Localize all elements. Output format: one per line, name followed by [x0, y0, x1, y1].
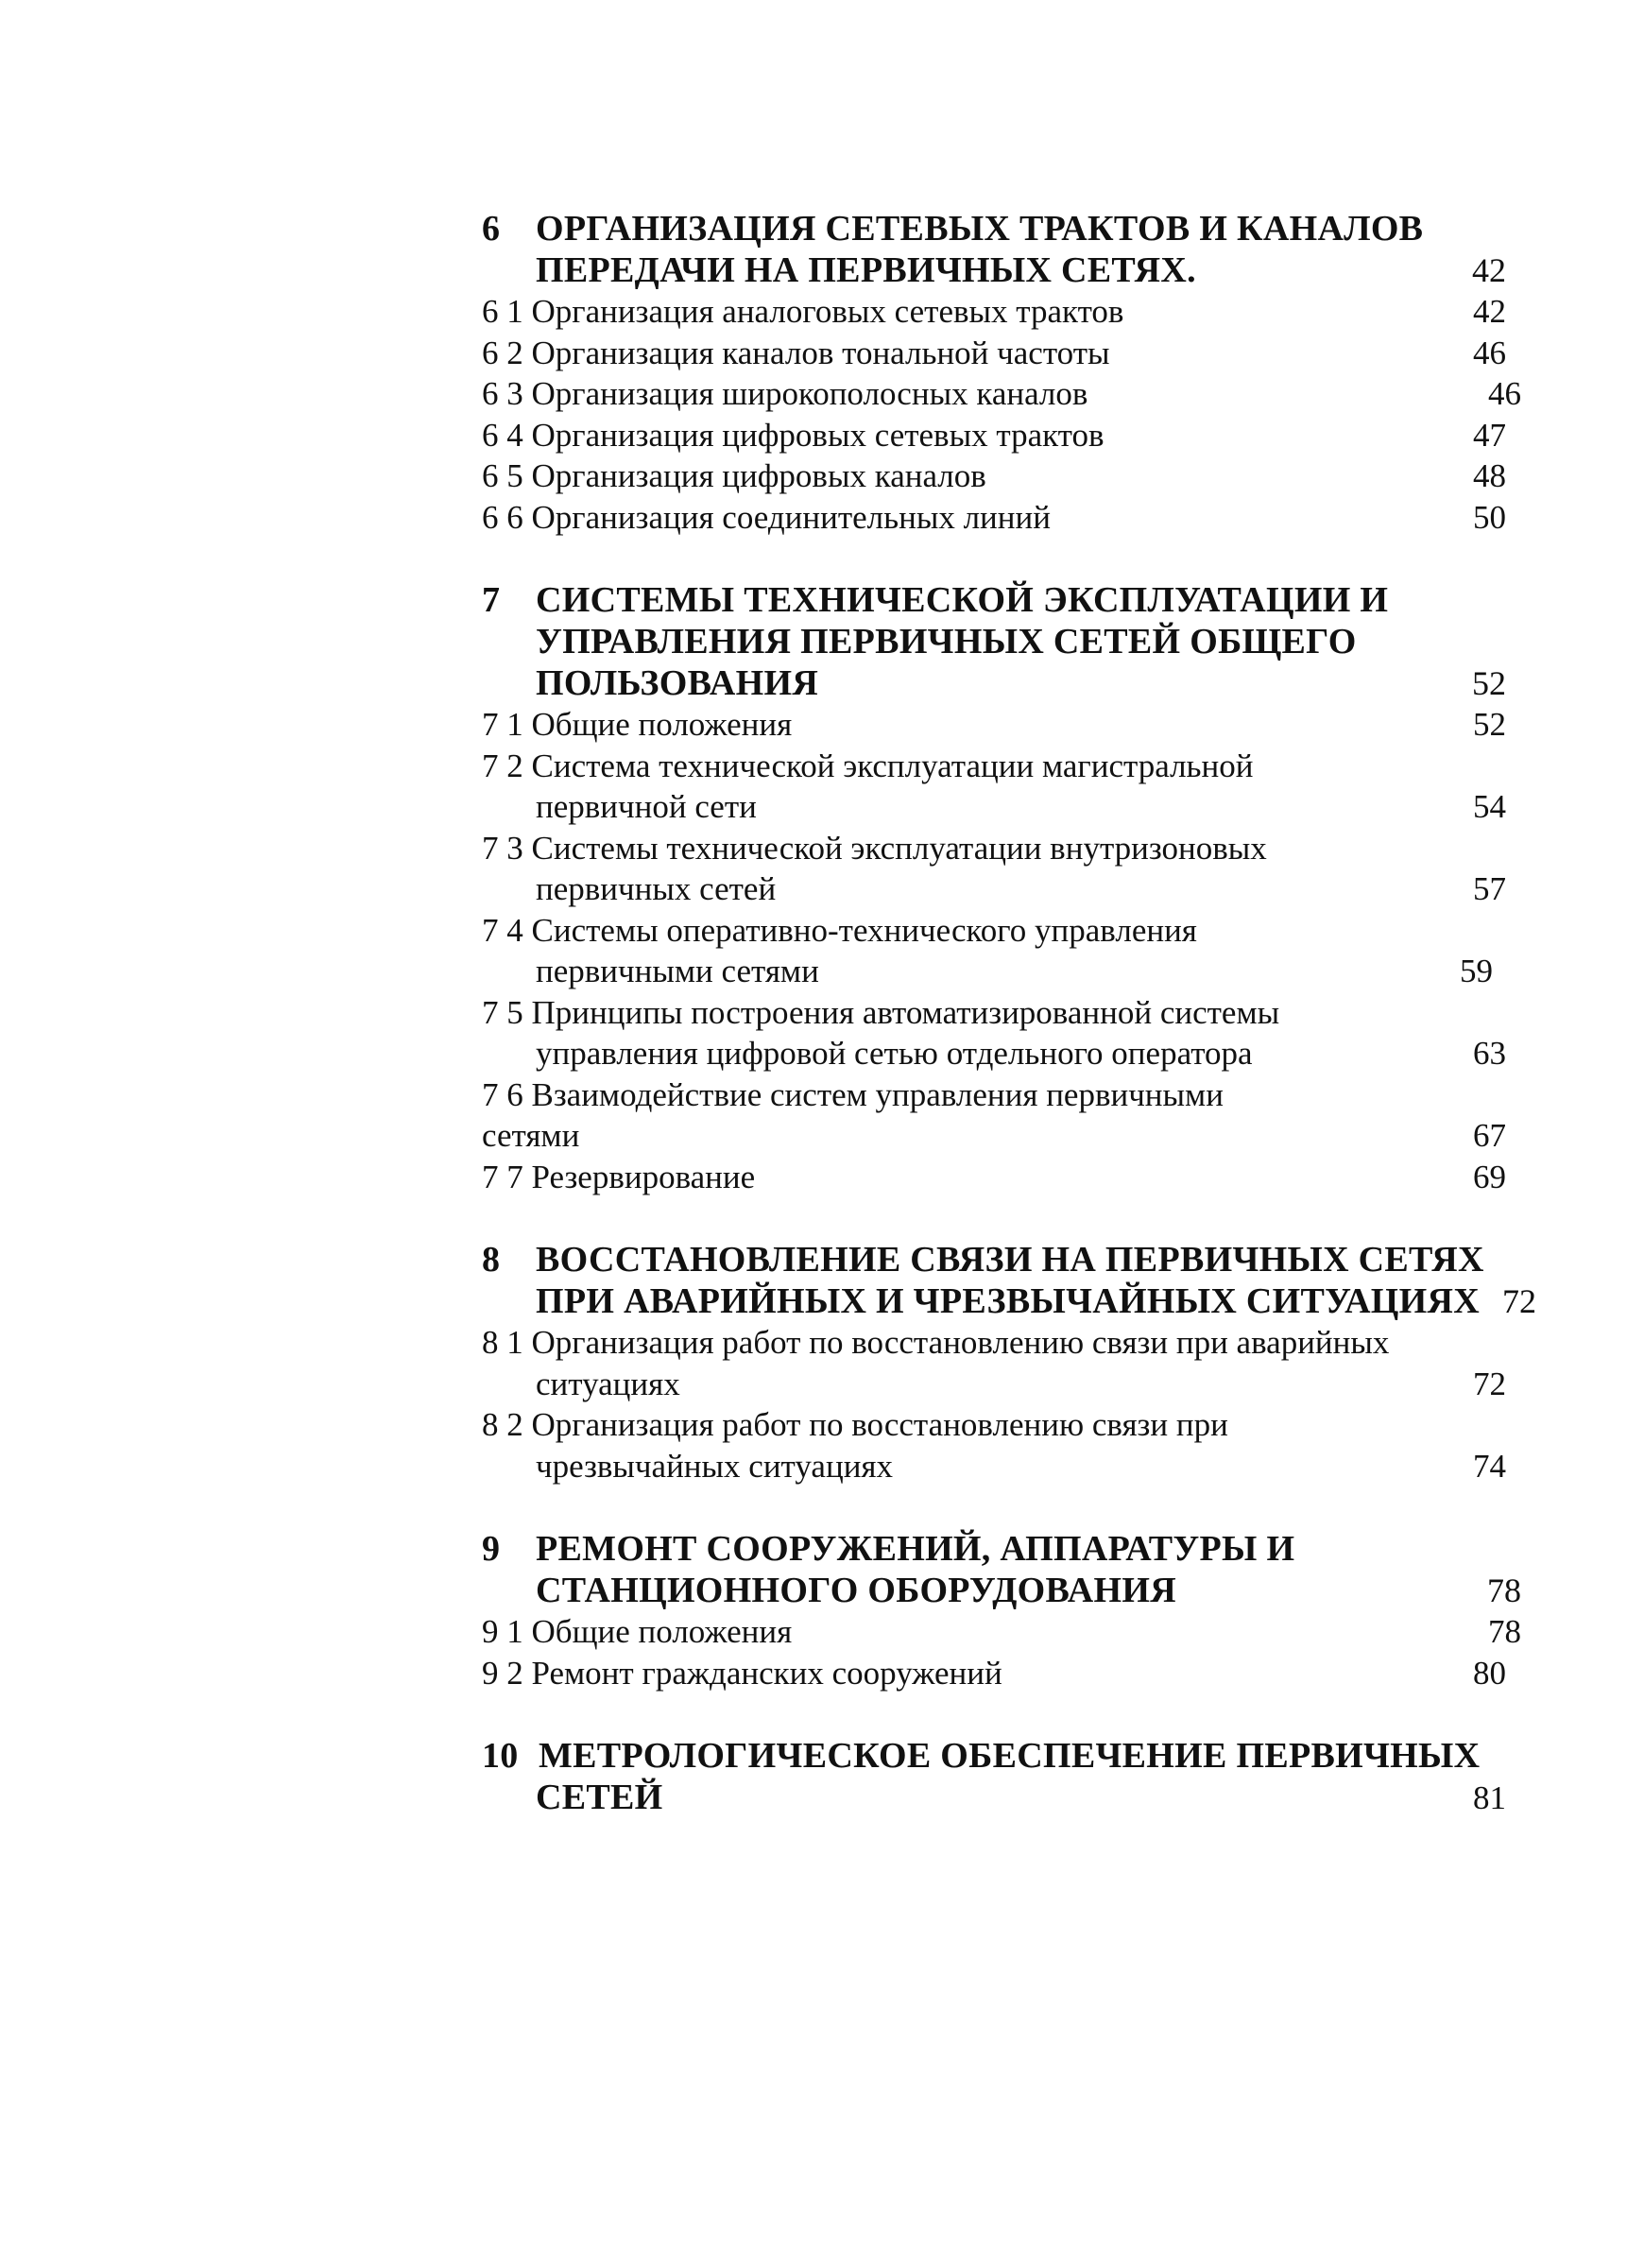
- section-title-line: ПРИ АВАРИЙНЫХ И ЧРЕЗВЫЧАЙНЫХ СИТУАЦИЯХ: [536, 1281, 1481, 1321]
- section-number: 6: [482, 209, 501, 249]
- section-title-line: РЕМОНТ СООРУЖЕНИЙ, АППАРАТУРЫ И: [536, 1529, 1295, 1569]
- toc-entry: [482, 828, 1267, 869]
- entry-code: 7 1: [482, 706, 523, 743]
- entry-code: 7 3: [482, 829, 523, 867]
- entry-text: Организация широкополосных каналов: [531, 375, 1088, 412]
- section-heading: [482, 579, 1388, 621]
- page-number: 63: [1473, 1035, 1506, 1072]
- page-number: 57: [1473, 870, 1506, 907]
- section-number: 9: [482, 1529, 501, 1569]
- toc-entry: [482, 1157, 755, 1198]
- page-number: 59: [1460, 953, 1493, 989]
- toc-entry: [482, 291, 1123, 333]
- entry-text: Организация цифровых сетевых трактов: [531, 416, 1105, 454]
- toc-entry: [482, 497, 1051, 539]
- page-number: 48: [1473, 457, 1506, 494]
- entry-text: Принципы построения автоматизированной системы: [531, 993, 1280, 1031]
- page-number: 52: [1473, 706, 1506, 743]
- entry-text: Организация каналов тональной частоты: [531, 334, 1110, 371]
- page-number: 47: [1473, 416, 1506, 454]
- toc-entry: [482, 1404, 1228, 1446]
- section-heading: [482, 1239, 1484, 1280]
- entry-text: Организация цифровых каналов: [531, 457, 986, 494]
- toc-entry: [482, 910, 1197, 952]
- entry-text: Организация работ по восстановлению связи при аварийных: [531, 1324, 1390, 1361]
- section-title-line: УПРАВЛЕНИЯ ПЕРВИЧНЫХ СЕТЕЙ ОБЩЕГО: [536, 622, 1357, 662]
- entry-code: 6 4: [482, 416, 523, 454]
- page-number: 80: [1473, 1654, 1506, 1692]
- toc-section-6: [482, 208, 1521, 538]
- page-number: 72: [1502, 1282, 1537, 1320]
- page-number: 67: [1473, 1117, 1506, 1154]
- entry-text-line: ситуациях: [536, 1365, 680, 1402]
- page-number: 74: [1473, 1447, 1506, 1485]
- page-number: 69: [1473, 1158, 1506, 1195]
- entry-text-line: управления цифровой сетью отдельного оператора: [536, 1035, 1253, 1072]
- toc-entry: [482, 1074, 1224, 1116]
- section-heading: [482, 208, 1423, 249]
- entry-text: Взаимодействие систем управления первичными: [531, 1075, 1224, 1113]
- section-title-line: СИСТЕМЫ ТЕХНИЧЕСКОЙ ЭКСПЛУАТАЦИИ И: [536, 580, 1389, 620]
- entry-text: Общие положения: [531, 706, 793, 743]
- entry-code: 6 5: [482, 457, 523, 494]
- entry-text: Организация соединительных линий: [531, 498, 1051, 536]
- toc-entry: [482, 992, 1279, 1034]
- page-number: 50: [1473, 498, 1506, 536]
- entry-text: Резервирование: [531, 1158, 756, 1195]
- entry-code: 7 5: [482, 993, 523, 1031]
- entry-code: 7 2: [482, 747, 523, 784]
- section-number: 7: [482, 580, 501, 620]
- entry-text-line: первичными сетями: [536, 953, 819, 989]
- page-number: 78: [1487, 1572, 1521, 1609]
- entry-code: 7 4: [482, 911, 523, 949]
- toc-entry: [482, 746, 1253, 787]
- entry-text: Ремонт гражданских сооружений: [531, 1654, 1002, 1692]
- page-number: 46: [1473, 334, 1506, 371]
- page-number: 42: [1473, 293, 1506, 330]
- entry-text-line: первичной сети: [536, 788, 757, 825]
- section-title-line: ПОЛЬЗОВАНИЯ: [536, 663, 819, 703]
- toc-entry: [482, 1611, 792, 1653]
- page-number: 54: [1473, 788, 1506, 825]
- entry-code: 8 1: [482, 1324, 523, 1361]
- entry-code: 9 1: [482, 1613, 523, 1650]
- section-number: 8: [482, 1240, 501, 1280]
- entry-code: 9 2: [482, 1654, 523, 1692]
- entry-text-line: первичных сетей: [536, 870, 777, 907]
- entry-code: 6 1: [482, 293, 523, 330]
- section-title-line: МЕТРОЛОГИЧЕСКОЕ ОБЕСПЕЧЕНИЕ ПЕРВИЧНЫХ: [539, 1736, 1481, 1776]
- section-title-line: ПЕРЕДАЧИ НА ПЕРВИЧНЫХ СЕТЯХ.: [536, 250, 1196, 290]
- section-heading: [482, 1735, 1480, 1777]
- entry-code: 7 7: [482, 1158, 523, 1195]
- entry-code: 6 3: [482, 375, 523, 412]
- section-title-line: ВОССТАНОВЛЕНИЕ СВЯЗИ НА ПЕРВИЧНЫХ СЕТЯХ: [536, 1240, 1484, 1280]
- page-number: 52: [1472, 664, 1506, 702]
- page-number: 72: [1473, 1365, 1506, 1402]
- toc-section-8: [482, 1239, 1537, 1486]
- entry-text-line: сетями: [482, 1117, 580, 1154]
- entry-code: 7 6: [482, 1075, 523, 1113]
- toc-entry: [482, 455, 986, 497]
- section-number: 10: [482, 1736, 519, 1776]
- toc-entry: [482, 373, 1087, 415]
- entry-text-line: чрезвычайных ситуациях: [536, 1447, 894, 1485]
- section-title-line: СТАНЦИОННОГО ОБОРУДОВАНИЯ: [536, 1571, 1176, 1610]
- section-title-line: ОРГАНИЗАЦИЯ СЕТЕВЫХ ТРАКТОВ И КАНАЛОВ: [536, 209, 1424, 249]
- entry-code: 6 6: [482, 498, 523, 536]
- toc-entry: [482, 1322, 1389, 1364]
- toc-section-9: [482, 1528, 1521, 1693]
- entry-text: Системы оперативно-технического управления: [531, 911, 1197, 949]
- page-number: 78: [1488, 1613, 1521, 1650]
- entry-text: Система технической эксплуатации магистральной: [531, 747, 1254, 784]
- page-number: 46: [1488, 375, 1521, 412]
- toc-entry: [482, 333, 1110, 374]
- page-number: 42: [1472, 251, 1506, 289]
- entry-code: 8 2: [482, 1406, 523, 1443]
- entry-text: Системы технической эксплуатации внутризоновых: [531, 829, 1267, 867]
- toc-entry: [482, 1653, 1002, 1694]
- toc-section-10: [482, 1735, 1521, 1818]
- table-of-contents: [482, 208, 1537, 1860]
- entry-text: Общие положения: [531, 1613, 793, 1650]
- toc-section-7: [482, 579, 1521, 1197]
- page-number: 81: [1473, 1778, 1506, 1816]
- entry-text: Организация аналоговых сетевых трактов: [531, 293, 1124, 330]
- section-heading: [482, 1528, 1294, 1570]
- entry-text: Организация работ по восстановлению связи при: [531, 1406, 1228, 1443]
- toc-entry: [482, 704, 792, 746]
- toc-entry: [482, 415, 1105, 456]
- section-title-line: СЕТЕЙ: [536, 1778, 663, 1817]
- entry-code: 6 2: [482, 334, 523, 371]
